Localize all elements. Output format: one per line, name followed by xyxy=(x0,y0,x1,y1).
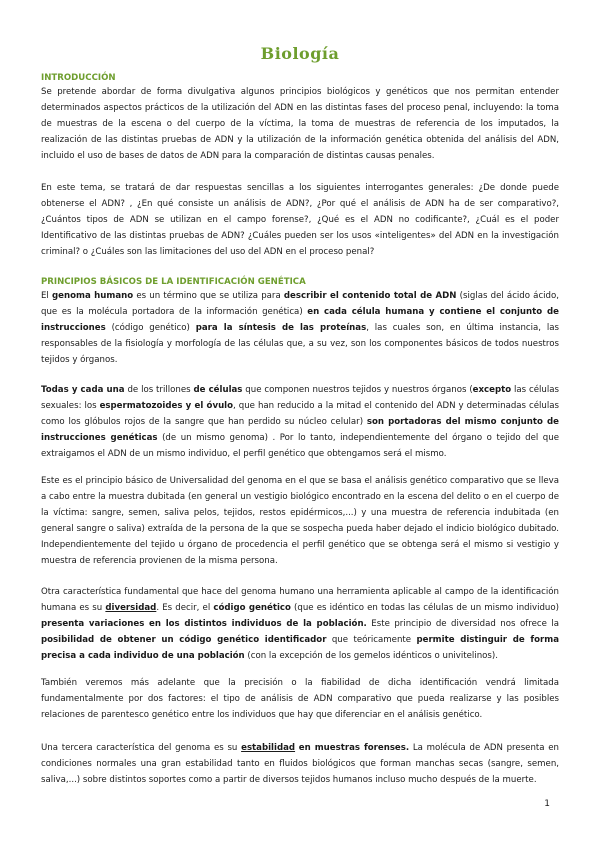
text-run: las células sexuales: los xyxy=(41,385,559,412)
text-run: La molécula de ADN presenta en condiciones normales una gran estabilidad tanto en fluidos biológicos que forman manchas secas (sangre, semen, saliva,...) sobre distintos soportes como a partir de diversos tejidos humanos incluso mucho después de la muerte. xyxy=(41,743,559,786)
text-run: El xyxy=(41,291,52,301)
text-run: Este es el principio básico de Universalidad del genoma en el que se basa el análisis genético comparativo que se lleva a cabo entre la muestra dubitada (en general un vestigio biológico encontrado en la escena del delito o en el cuerpo de la víctima: sangre, semen, saliva pelos, tejidos, restos epidérmicos,...) y una muestra de referencia indubitada (en general sangre o saliva) extraída de la persona de la que se sospecha pueda haber dejado el indicio biológico dubitado. Independientemente del tejido u órgano de procedencia el perfil genético que se obtenga será el mismo si vestigio y muestra de referencia provienen de la misma persona. xyxy=(41,476,559,567)
bold-text: espermatozoides y el óvulo xyxy=(99,401,234,412)
section-heading-introduccion: INTRODUCCIÓN xyxy=(41,73,116,83)
text-run: , las cuales son, en última instancia, las responsables de la fisiología y morfología de las células que, a su vez, son los componentes básicos de todos nuestros tejidos y órganos. xyxy=(41,323,559,366)
bold-text: presenta variaciones en los distintos individuos de la población. xyxy=(41,619,367,630)
text-run: que teóricamente xyxy=(326,635,417,646)
text-run: , que han reducido a la mitad el contenido del ADN y determinadas células como los glóbulos rojos de la sangre que han perdido su núcleo celular) xyxy=(41,401,559,428)
bold-text: describir el contenido total de ADN xyxy=(283,291,457,301)
bold-text: Todas y cada una xyxy=(41,385,125,395)
page-title: Biología xyxy=(260,44,340,63)
paragraph xyxy=(41,288,559,368)
page-number: 1 xyxy=(544,799,550,809)
bold-text: en cada célula humana y contiene el conjunto de instrucciones xyxy=(41,307,559,334)
text-run: (de un mismo genoma) . Por lo tanto, independientemente del órgano o tejido del que extraigamos el ADN de un mismo individuo, el perfil genético que obtengamos será el mismo. xyxy=(41,433,559,460)
bold-text: permite distinguir de forma precisa a cada individuo de una población xyxy=(41,635,559,662)
paragraph xyxy=(41,740,559,788)
text-run: de los trillones xyxy=(124,385,194,395)
text-run: Una tercera característica del genoma es su xyxy=(41,743,242,753)
bold-text: de células xyxy=(193,385,243,395)
text-run: (código genético) xyxy=(105,323,196,334)
bold-text: para la síntesis de las proteínas xyxy=(195,323,367,334)
paragraph xyxy=(41,584,559,664)
text-run: (que es idéntico en todas las células de un mismo individuo) xyxy=(290,603,559,614)
bold-text: código genético xyxy=(213,603,291,614)
bold-text: estabilidad xyxy=(241,743,296,753)
paragraph xyxy=(41,382,559,462)
section-heading-principios: PRINCIPIOS BÁSICOS DE LA IDENTIFICACIÓN GENÉTICA xyxy=(41,277,306,287)
bold-text: genoma humano xyxy=(51,291,134,301)
bold-text: son portadoras del mismo conjunto de instrucciones genéticas xyxy=(41,417,559,444)
text-run: . Es decir, el xyxy=(156,603,214,614)
paragraph xyxy=(41,180,559,260)
bold-text: excepto xyxy=(472,385,512,395)
text-run: (con la excepción de los gemelos idénticos o univitelinos). xyxy=(244,651,498,662)
text-run: que componen nuestros tejidos y nuestros órganos ( xyxy=(242,385,473,395)
text-run: Otra característica fundamental que hace del genoma humano una herramienta aplicable al campo de la identificación humana es su xyxy=(41,587,559,614)
text-run: Se pretende abordar de forma divulgativa algunos principios biológicos y genéticos que nos permitan entender determinados aspectos prácticos de la utilización del ADN en las distintas fases del proceso penal, incluyendo: la toma de muestras de la escena o del cuerpo de la víctima, la toma de muestras de referencia de los imputados, la realización de las distintas pruebas de ADN y la utilización de la información genética obtenida del análisis del ADN, incluido el uso de bases de datos de ADN para la comparación de distintas causas penales. xyxy=(41,87,559,162)
paragraph xyxy=(41,675,559,723)
bold-text: en muestras forenses. xyxy=(298,743,410,753)
text-run: Este principio de diversidad nos ofrece la xyxy=(366,619,559,630)
paragraph xyxy=(41,84,559,164)
text-run: (siglas del ácido ácido, que es la molécula portadora de la información genética) xyxy=(41,291,560,318)
bold-text: diversidad xyxy=(105,603,157,614)
text-run: En este tema, se tratará de dar respuestas sencillas a los siguientes interrogantes generales: ¿De donde puede obtenerse el ADN? , ¿En qué consiste un análisis de ADN?, ¿Por qué el análisis de ADN ha de ser comparativo?, ¿Cuántos tipos de ADN se utilizan en el campo forense?, ¿Qué es el ADN no codificante?, ¿Cuál es el poder Identificativo de las distintas pruebas de ADN? ¿Cuáles pueden ser los usos «inteligentes» del ADN en la investigación criminal? o ¿Cuáles son las limitaciones del uso del ADN en el proceso penal? xyxy=(41,183,559,258)
bold-text: posibilidad de obtener un código genético identificador xyxy=(41,635,327,646)
paragraph xyxy=(41,473,559,570)
text-run: es un término que se utiliza para xyxy=(133,291,284,301)
text-run: También veremos más adelante que la precisión o la fiabilidad de dicha identificación vendrá limitada fundamentalmente por dos factores: el tipo de análisis de ADN comparativo que pueda realizarse y las posibles relaciones de parentesco genético entre los individuos que hay que diferenciar en el análisis genético. xyxy=(41,678,559,721)
